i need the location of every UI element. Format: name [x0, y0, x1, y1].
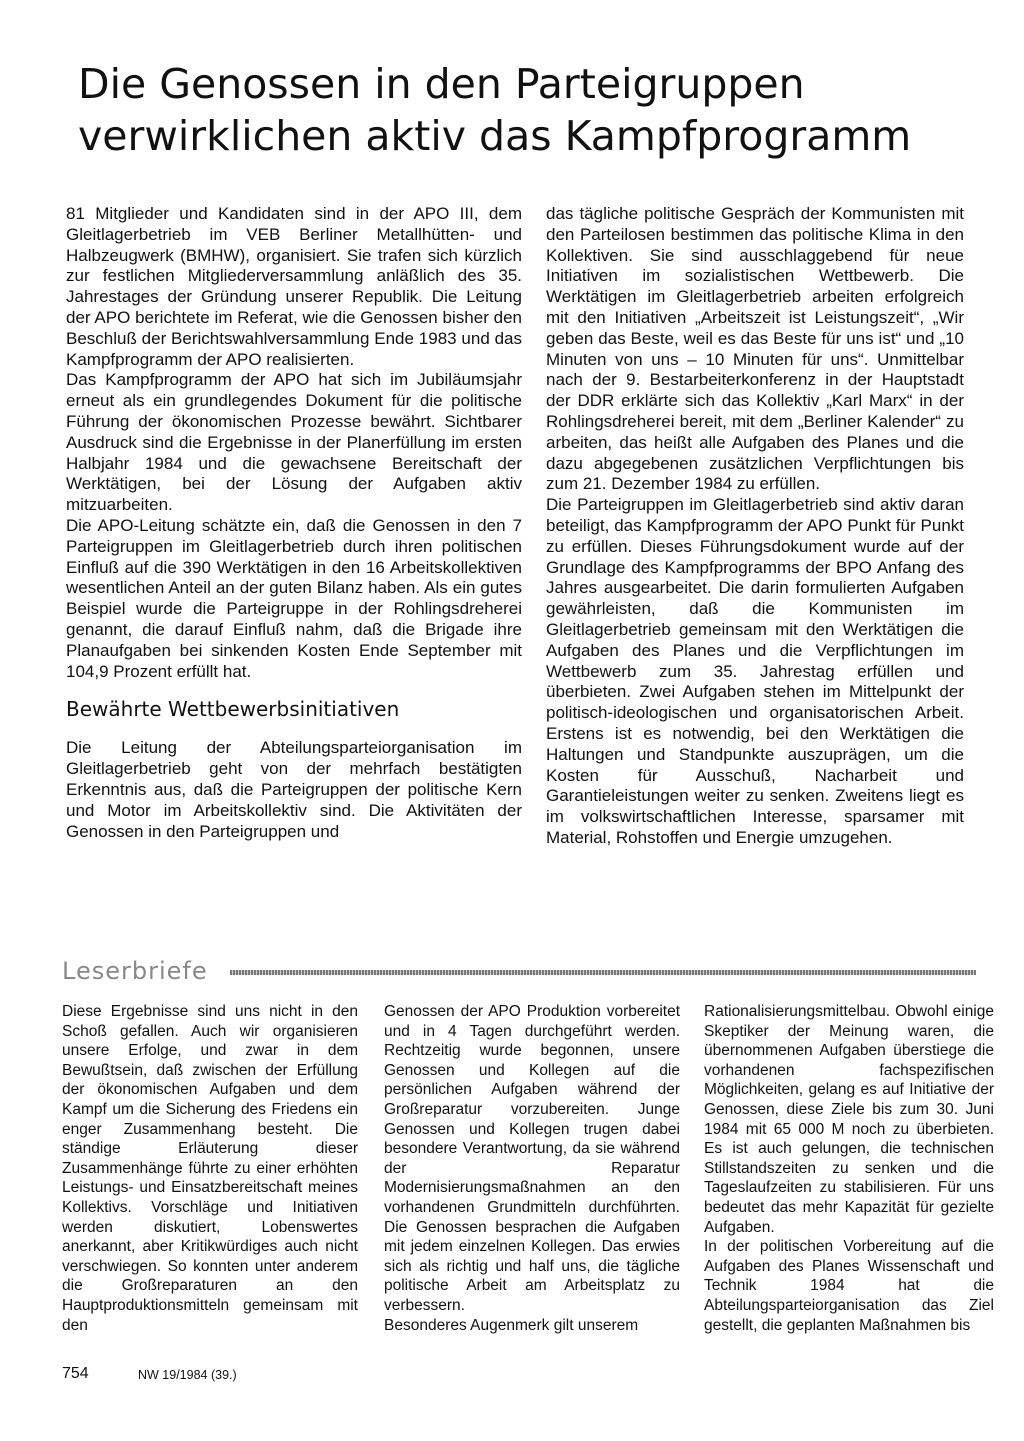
- issue-label: NW 19/1984 (39.): [138, 1368, 237, 1382]
- article-paragraph: Die Parteigruppen im Gleitlagerbetrieb sind aktiv daran beteiligt, das Kampfprogramm der APO Punkt für Punkt zu erfüllen. Dieses Führungsdokument wurde auf der Grundlage des Kampfprogramms der BPO Anfang des Jahres ausgearbeitet. Die darin formulierten Aufgaben gewährleisten, daß die Kommunisten im Gleitlagerbetrieb gemeinsam mit den Werktätigen die Aufgaben des Planes und die Verpflichtungen im Wettbewerb zum 35. Jahrestag erfüllen und überbieten. Zwei Aufgaben stehen im Mittelpunkt der politisch-ideologischen und organisatorischen Arbeit. Erstens ist es notwendig, bei den Werktätigen die Haltungen und Standpunkte auszuprägen, um die Kosten für Ausschuß, Nacharbeit und Garantieleistungen weiter zu senken. Zweitens liegt es im volkswirtschaftlichen Interesse, sparsamer mit Material, Rohstoffen und Energie umzugehen.: [546, 495, 964, 847]
- article-subheading: Bewährte Wettbewerbsinitiativen: [66, 697, 400, 722]
- letter-paragraph: Rationalisierungsmittelbau. Obwohl einige Skeptiker der Meinung waren, die übernommenen Aufgaben überstiege die vorhandenen fachspezifischen Möglichkeiten, gelang es auf Initiative der Genossen, diese Ziele bis zum 30. Juni 1984 mit 65 000 M noch zu überbieten. Es ist auch gelungen, die technischen Stillstandszeiten zu senken und die Tageslaufzeiten zu stabilisieren. Für uns bedeutet das mehr Kapazität für gezielte Aufgaben.: [704, 1003, 994, 1236]
- article-paragraph: Die Leitung der Abteilungsparteiorganisation im Gleitlagerbetrieb geht von der mehrfach bestätigten Erkenntnis aus, daß die Parteigruppen der politische Kern und Motor im Arbeitskollektiv sind. Die Aktivitäten der Genossen in den Parteigruppen und: [66, 738, 522, 841]
- headline: [78, 58, 978, 162]
- letters-column-3: [704, 1002, 994, 1335]
- letter-paragraph: Genossen der APO Produktion vorbereitet und in 4 Tagen durchgeführt werden. Rechtzeitig wurde begonnen, unsere Genossen und Kollegen auf die persönlichen Aufgaben während der Großreparatur vorzubereiten. Junge Genossen und Kollegen trugen dabei besondere Verantwortung, da sie während der Reparatur Modernisierungsmaßnahmen an den vorhandenen Grundmitteln durchführten. Die Genossen besprachen die Aufgaben mit jedem einzelnen Kollegen. Das erwies sich als richtig und half uns, die tägliche politische Arbeit am Arbeitsplatz zu verbessern.: [384, 1003, 680, 1314]
- letters-column-2: [384, 1002, 680, 1335]
- article-paragraph: Die APO-Leitung schätzte ein, daß die Genossen in den 7 Parteigruppen im Gleitlagerbetrieb durch ihren politischen Einfluß auf die 390 Werktätigen in den 16 Arbeitskollektiven wesentlichen Anteil an der guten Bilanz haben. Als ein gutes Beispiel wurde die Parteigruppe in der Rohlingsdreherei genannt, die darauf Einfluß nahm, daß die Brigade ihre Planaufgaben bei sinkenden Kosten Ende September mit 104,9 Prozent erfüllt hat.: [66, 515, 522, 681]
- article-paragraph: 81 Mitglieder und Kandidaten sind in der APO III, dem Gleitlagerbetrieb im VEB Berliner Metallhütten- und Halbzeugwerk (BMHW), organisiert. Sie trafen sich kürzlich zur festlichen Mitgliederversammlung anläßlich des 35. Jahrestages der Gründung unserer Republik. Die Leitung der APO berichtete im Referat, wie die Genossen bisher den Beschluß der Berichtswahlversammlung Ende 1983 und das Kampfprogramm der APO realisierten.: [66, 204, 522, 369]
- letters-column-1: [62, 1002, 358, 1335]
- headline-line-2: verwirklichen aktiv das Kampfprogramm: [78, 112, 912, 160]
- letters-title: Leserbriefe: [62, 957, 208, 985]
- article-paragraph: das tägliche politische Gespräch der Kommunisten mit den Parteilosen bestimmen das politische Klima in den Kollektiven. Sie sind ausschlaggebend für neue Initiativen im sozialistischen Wettbewerb. Die Werktätigen im Gleitlagerbetrieb arbeiten erfolgreich mit den Initiativen „Arbeitszeit ist Leistungszeit“, „Wir geben das Beste, weil es das Beste für uns ist“ und „10 Minuten von uns – 10 Minuten für uns“. Unmittelbar nach der 9. Bestarbeiterkonferenz in der Hauptstadt der DDR erklärte sich das Kollektiv „Karl Marx“ in der Rohlingsdreherei bereit, mit dem „Berliner Kalender“ zu arbeiten, das heißt alle Aufgaben des Planes und die dazu abgegebenen zusätzlichen Verpflichtungen bis zum 21. Dezember 1984 zu erfüllen.: [546, 204, 964, 494]
- page-footer: [62, 1364, 662, 1386]
- letters-divider: [230, 970, 976, 975]
- letter-paragraph: In der politischen Vorbereitung auf die Aufgaben des Planes Wissenschaft und Technik 1984 hat die Abteilungsparteiorganisation das Ziel gestellt, die geplanten Maßnahmen bis: [704, 1238, 994, 1334]
- letter-paragraph: Besonderes Augenmerk gilt unserem: [384, 1316, 639, 1334]
- page-number: 754: [62, 1365, 89, 1382]
- article-paragraph: Das Kampfprogramm der APO hat sich im Jubiläumsjahr erneut als ein grundlegendes Dokument für die politische Führung der ökonomischen Prozesse bewährt. Sichtbarer Ausdruck sind die Ergebnisse in der Planerfüllung im ersten Halbjahr 1984 und die gewachsene Bereitschaft der Werktätigen, bei der Lösung der Aufgaben aktiv mitzuarbeiten.: [66, 370, 522, 515]
- headline-line-1: Die Genossen in den Parteigruppen: [78, 60, 805, 108]
- letter-paragraph: Diese Ergebnisse sind uns nicht in den Schoß gefallen. Auch wir organisieren unsere Erfolge, und zwar in dem Bewußtsein, daß zwischen der Erfüllung der ökonomischen Aufgaben und dem Kampf um die Sicherung des Friedens ein enger Zusammenhang besteht. Die ständige Erläuterung dieser Zusammenhänge führte zu einer erhöhten Leistungs- und Einsatzbereitschaft meines Kollektivs. Vorschläge und Initiativen werden diskutiert, Lobenswertes anerkannt, aber Kritikwürdiges auch nicht verschwiegen. So konnten unter anderem die Großreparaturen an den Hauptproduktionsmitteln gemeinsam mit den: [62, 1003, 358, 1334]
- article-column-right: [546, 204, 964, 849]
- article-column-left: [66, 204, 522, 842]
- letters-section-header: [62, 956, 976, 990]
